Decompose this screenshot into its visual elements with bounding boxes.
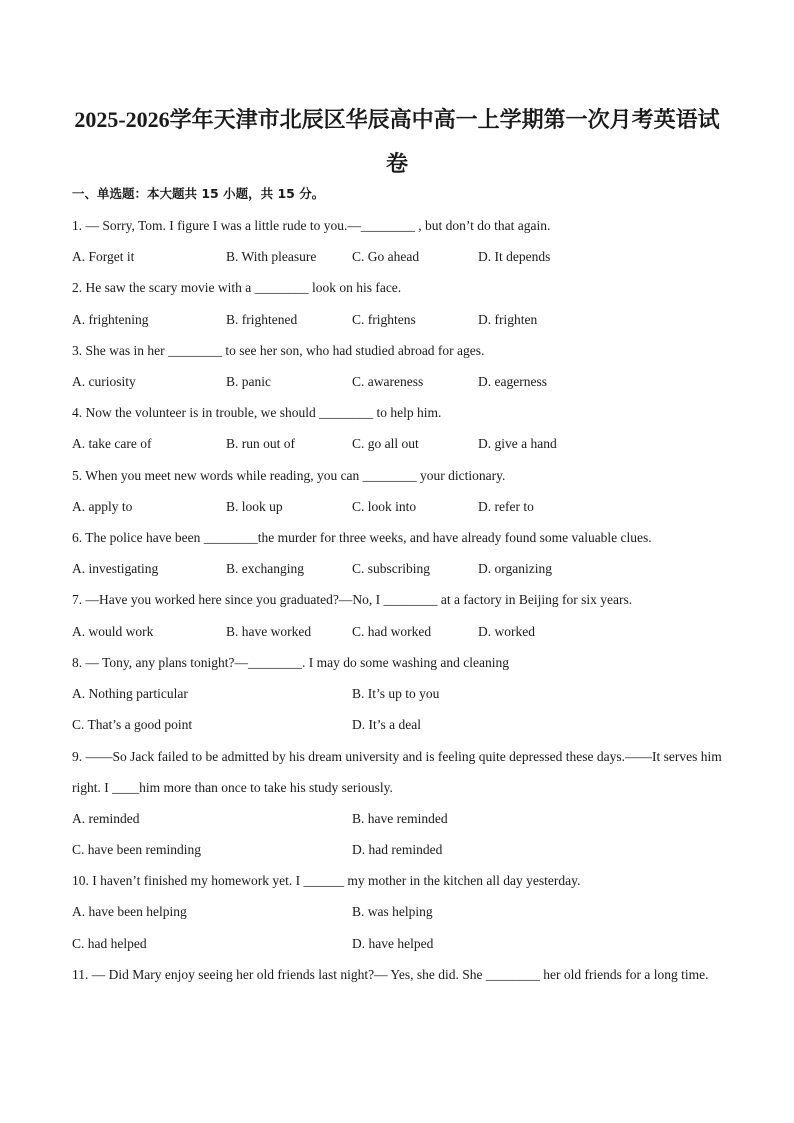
question-1-stem: 1. — Sorry, Tom. I figure I was a little rude to you.—________ , but don’t do that again. xyxy=(72,218,551,233)
q4-option-c[interactable]: C. go all out xyxy=(352,436,419,451)
q9-option-c[interactable]: C. have been reminding xyxy=(72,842,201,857)
q6-option-c[interactable]: C. subscribing xyxy=(352,561,431,576)
q5-option-c[interactable]: C. look into xyxy=(352,499,417,514)
question-7-stem: 7. —Have you worked here since you graduated?—No, I ________ at a factory in Beijing for six years. xyxy=(72,592,633,607)
q4-option-b[interactable]: B. run out of xyxy=(226,436,295,451)
q9-option-a[interactable]: A. reminded xyxy=(72,811,140,826)
question-4-stem: 4. Now the volunteer is in trouble, we should ________ to help him. xyxy=(72,405,442,420)
q10-option-b[interactable]: B. was helping xyxy=(352,904,433,919)
q10-option-a[interactable]: A. have been helping xyxy=(72,904,187,919)
exam-title xyxy=(60,98,734,186)
q3-option-b[interactable]: B. panic xyxy=(226,374,271,389)
title-line-1: 2025-2026学年天津市北辰区华辰高中高一上学期第一次月考英语试 xyxy=(74,107,720,132)
q6-option-a[interactable]: A. investigating xyxy=(72,561,159,576)
question-10-stem: 10. I haven’t finished my homework yet. I ______ my mother in the kitchen all day yesterday. xyxy=(72,873,581,888)
q10-option-d[interactable]: D. have helped xyxy=(352,936,434,951)
question-11-stem: 11. — Did Mary enjoy seeing her old friends last night?— Yes, she did. She ________ her old friends for a long time. xyxy=(72,967,709,982)
question-3-stem: 3. She was in her ________ to see her son, who had studied abroad for ages. xyxy=(72,343,485,358)
q9-option-d[interactable]: D. had reminded xyxy=(352,842,443,857)
q4-option-a[interactable]: A. take care of xyxy=(72,436,152,451)
q2-option-b[interactable]: B. frightened xyxy=(226,312,298,327)
q1-option-b[interactable]: B. With pleasure xyxy=(226,249,317,264)
question-5-stem: 5. When you meet new words while reading, you can ________ your dictionary. xyxy=(72,468,506,483)
q9-option-b[interactable]: B. have reminded xyxy=(352,811,448,826)
q7-option-a[interactable]: A. would work xyxy=(72,624,154,639)
q7-option-c[interactable]: C. had worked xyxy=(352,624,432,639)
q5-option-b[interactable]: B. look up xyxy=(226,499,283,514)
title-line-2: 卷 xyxy=(385,151,408,176)
q2-option-d[interactable]: D. frighten xyxy=(478,312,538,327)
q6-option-d[interactable]: D. organizing xyxy=(478,561,552,576)
q7-option-b[interactable]: B. have worked xyxy=(226,624,312,639)
q8-option-d[interactable]: D. It’s a deal xyxy=(352,717,421,732)
q1-option-d[interactable]: D. It depends xyxy=(478,249,551,264)
q8-option-c[interactable]: C. That’s a good point xyxy=(72,717,193,732)
q1-option-a[interactable]: A. Forget it xyxy=(72,249,135,264)
q1-option-c[interactable]: C. Go ahead xyxy=(352,249,420,264)
q7-option-d[interactable]: D. worked xyxy=(478,624,535,639)
q2-option-c[interactable]: C. frightens xyxy=(352,312,416,327)
question-9-stem: 9. ——So Jack failed to be admitted by his dream university and is feeling quite depressed these days.——It serves him right. I ____him more than once to take his study seriously. xyxy=(72,749,722,795)
question-6-stem: 6. The police have been ________the murder for three weeks, and have already found some valuable clues. xyxy=(72,530,652,545)
question-8-stem: 8. — Tony, any plans tonight?—________. I may do some washing and cleaning xyxy=(72,655,509,670)
section-heading: 一、单选题：本大题共 15 小题，共 15 分。 xyxy=(72,186,325,201)
q5-option-a[interactable]: A. apply to xyxy=(72,499,133,514)
q5-option-d[interactable]: D. refer to xyxy=(478,499,534,514)
question-2-stem: 2. He saw the scary movie with a ________ look on his face. xyxy=(72,280,402,295)
q10-option-c[interactable]: C. had helped xyxy=(72,936,147,951)
q4-option-d[interactable]: D. give a hand xyxy=(478,436,557,451)
q6-option-b[interactable]: B. exchanging xyxy=(226,561,304,576)
q8-option-a[interactable]: A. Nothing particular xyxy=(72,686,188,701)
q3-option-d[interactable]: D. eagerness xyxy=(478,374,547,389)
q3-option-a[interactable]: A. curiosity xyxy=(72,374,136,389)
q2-option-a[interactable]: A. frightening xyxy=(72,312,149,327)
q3-option-c[interactable]: C. awareness xyxy=(352,374,424,389)
q8-option-b[interactable]: B. It’s up to you xyxy=(352,686,440,701)
